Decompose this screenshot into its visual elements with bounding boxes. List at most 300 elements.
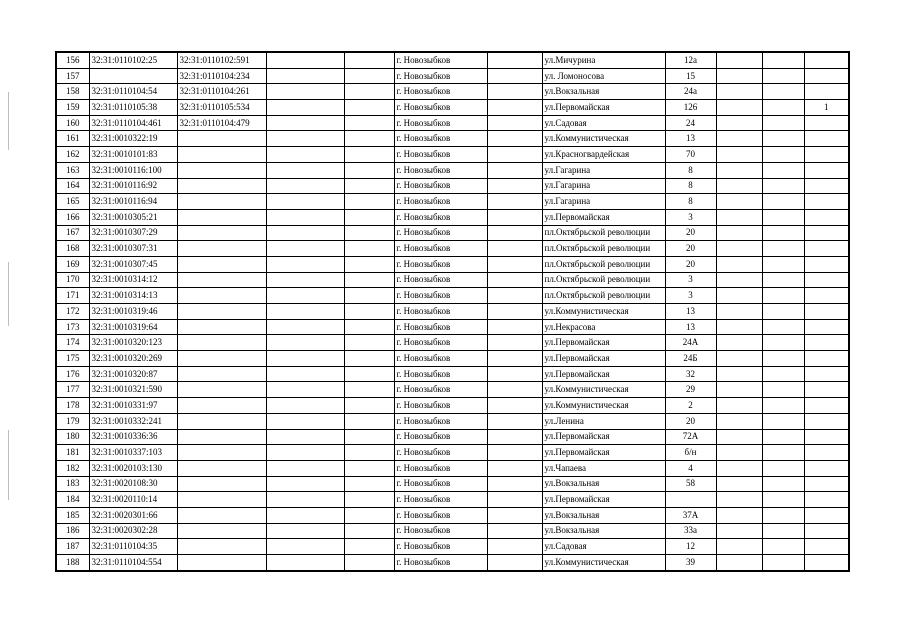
- object-cadastral-number-cell: [177, 382, 266, 398]
- blank-cell: [344, 507, 394, 523]
- blank-cell: [344, 429, 394, 445]
- blank-cell: [344, 194, 394, 210]
- blank-cell: [716, 52, 762, 68]
- blank-cell: [344, 555, 394, 571]
- object-cadastral-number-cell: [177, 194, 266, 210]
- blank-cell: [716, 555, 762, 571]
- house-number-cell: 12: [665, 539, 716, 555]
- row-number-cell: 167: [56, 225, 89, 241]
- land-cadastral-number-cell: 32:31:0010332:241: [89, 413, 177, 429]
- street-cell: ул.Чапаева: [542, 460, 665, 476]
- blank-cell: [762, 225, 804, 241]
- blank-cell: [344, 68, 394, 84]
- blank-cell: [266, 256, 344, 272]
- blank-cell: [266, 539, 344, 555]
- table-row: [56, 382, 849, 398]
- land-cadastral-number-cell: 32:31:0010305:21: [89, 209, 177, 225]
- object-cadastral-number-cell: [177, 429, 266, 445]
- count-cell: [804, 382, 849, 398]
- blank-cell: [487, 115, 542, 131]
- row-number-cell: 163: [56, 162, 89, 178]
- blank-cell: [716, 131, 762, 147]
- blank-cell: [762, 555, 804, 571]
- blank-cell: [266, 225, 344, 241]
- object-cadastral-number-cell: [177, 131, 266, 147]
- land-cadastral-number-cell: 32:31:0010116:92: [89, 178, 177, 194]
- land-cadastral-number-cell: 32:31:0020108:30: [89, 476, 177, 492]
- blank-cell: [762, 304, 804, 320]
- blank-cell: [344, 460, 394, 476]
- blank-cell: [266, 131, 344, 147]
- blank-cell: [344, 492, 394, 508]
- table-row: [56, 100, 849, 116]
- table-row: [56, 84, 849, 100]
- table-row: [56, 209, 849, 225]
- house-number-cell: 20: [665, 256, 716, 272]
- land-cadastral-number-cell: 32:31:0010331:97: [89, 398, 177, 414]
- blank-cell: [266, 319, 344, 335]
- table-row: [56, 460, 849, 476]
- land-cadastral-number-cell: 32:31:0020302:28: [89, 523, 177, 539]
- count-cell: [804, 147, 849, 163]
- row-number-cell: 169: [56, 256, 89, 272]
- count-cell: [804, 52, 849, 68]
- object-cadastral-number-cell: [177, 178, 266, 194]
- land-cadastral-number-cell: 32:31:0020301:66: [89, 507, 177, 523]
- table-row: [56, 413, 849, 429]
- house-number-cell: 8: [665, 194, 716, 210]
- count-cell: [804, 288, 849, 304]
- land-cadastral-number-cell: 32:31:0110104:461: [89, 115, 177, 131]
- street-cell: пл.Октябрьской революции: [542, 241, 665, 257]
- street-cell: ул.Коммунистическая: [542, 398, 665, 414]
- blank-cell: [487, 68, 542, 84]
- blank-cell: [716, 351, 762, 367]
- blank-cell: [762, 288, 804, 304]
- scan-margin-marks: [8, 0, 12, 640]
- blank-cell: [716, 147, 762, 163]
- blank-cell: [487, 398, 542, 414]
- row-number-cell: 184: [56, 492, 89, 508]
- row-number-cell: 160: [56, 115, 89, 131]
- blank-cell: [266, 272, 344, 288]
- city-cell: г. Новозыбков: [394, 272, 487, 288]
- count-cell: [804, 84, 849, 100]
- house-number-cell: 24Б: [665, 351, 716, 367]
- blank-cell: [762, 100, 804, 116]
- blank-cell: [266, 445, 344, 461]
- blank-cell: [762, 398, 804, 414]
- city-cell: г. Новозыбков: [394, 507, 487, 523]
- blank-cell: [716, 68, 762, 84]
- blank-cell: [344, 539, 394, 555]
- street-cell: ул.Коммунистическая: [542, 304, 665, 320]
- object-cadastral-number-cell: [177, 351, 266, 367]
- count-cell: [804, 539, 849, 555]
- city-cell: г. Новозыбков: [394, 241, 487, 257]
- house-number-cell: 58: [665, 476, 716, 492]
- table-row: [56, 366, 849, 382]
- blank-cell: [762, 460, 804, 476]
- blank-cell: [344, 523, 394, 539]
- count-cell: [804, 492, 849, 508]
- blank-cell: [716, 413, 762, 429]
- object-cadastral-number-cell: [177, 539, 266, 555]
- blank-cell: [344, 256, 394, 272]
- house-number-cell: 126: [665, 100, 716, 116]
- blank-cell: [266, 209, 344, 225]
- land-cadastral-number-cell: 32:31:0010319:46: [89, 304, 177, 320]
- blank-cell: [762, 539, 804, 555]
- blank-cell: [487, 492, 542, 508]
- count-cell: [804, 351, 849, 367]
- blank-cell: [266, 100, 344, 116]
- count-cell: [804, 460, 849, 476]
- blank-cell: [487, 460, 542, 476]
- street-cell: пл.Октябрьской революции: [542, 225, 665, 241]
- property-registry-table: [55, 51, 850, 572]
- land-cadastral-number-cell: 32:31:0010336:36: [89, 429, 177, 445]
- house-number-cell: 72А: [665, 429, 716, 445]
- street-cell: ул.Первомайская: [542, 366, 665, 382]
- city-cell: г. Новозыбков: [394, 335, 487, 351]
- table-row: [56, 304, 849, 320]
- count-cell: [804, 178, 849, 194]
- blank-cell: [762, 241, 804, 257]
- object-cadastral-number-cell: [177, 256, 266, 272]
- house-number-cell: 29: [665, 382, 716, 398]
- city-cell: г. Новозыбков: [394, 288, 487, 304]
- blank-cell: [344, 225, 394, 241]
- blank-cell: [266, 162, 344, 178]
- house-number-cell: 13: [665, 131, 716, 147]
- house-number-cell: 24а: [665, 84, 716, 100]
- street-cell: ул.Вокзальная: [542, 507, 665, 523]
- blank-cell: [762, 272, 804, 288]
- row-number-cell: 172: [56, 304, 89, 320]
- blank-cell: [716, 476, 762, 492]
- object-cadastral-number-cell: 32:31:0110104:234: [177, 68, 266, 84]
- object-cadastral-number-cell: [177, 555, 266, 571]
- land-cadastral-number-cell: 32:31:0110104:554: [89, 555, 177, 571]
- row-number-cell: 175: [56, 351, 89, 367]
- blank-cell: [487, 319, 542, 335]
- house-number-cell: [665, 492, 716, 508]
- blank-cell: [487, 100, 542, 116]
- row-number-cell: 157: [56, 68, 89, 84]
- object-cadastral-number-cell: 32:31:0110104:261: [177, 84, 266, 100]
- row-number-cell: 158: [56, 84, 89, 100]
- house-number-cell: 70: [665, 147, 716, 163]
- street-cell: ул.Вокзальная: [542, 84, 665, 100]
- row-number-cell: 166: [56, 209, 89, 225]
- blank-cell: [487, 382, 542, 398]
- registry-body: [56, 52, 849, 571]
- blank-cell: [762, 162, 804, 178]
- object-cadastral-number-cell: [177, 523, 266, 539]
- blank-cell: [344, 351, 394, 367]
- blank-cell: [762, 209, 804, 225]
- house-number-cell: 3: [665, 288, 716, 304]
- blank-cell: [266, 429, 344, 445]
- row-number-cell: 180: [56, 429, 89, 445]
- city-cell: г. Новозыбков: [394, 52, 487, 68]
- count-cell: 1: [804, 100, 849, 116]
- street-cell: пл.Октябрьской революции: [542, 256, 665, 272]
- city-cell: г. Новозыбков: [394, 131, 487, 147]
- row-number-cell: 186: [56, 523, 89, 539]
- street-cell: пл.Октябрьской революции: [542, 288, 665, 304]
- blank-cell: [266, 507, 344, 523]
- city-cell: г. Новозыбков: [394, 429, 487, 445]
- blank-cell: [487, 507, 542, 523]
- house-number-cell: 39: [665, 555, 716, 571]
- table-row: [56, 256, 849, 272]
- city-cell: г. Новозыбков: [394, 523, 487, 539]
- count-cell: [804, 162, 849, 178]
- street-cell: ул.Первомайская: [542, 209, 665, 225]
- blank-cell: [487, 476, 542, 492]
- house-number-cell: 2: [665, 398, 716, 414]
- blank-cell: [487, 84, 542, 100]
- object-cadastral-number-cell: [177, 335, 266, 351]
- object-cadastral-number-cell: [177, 304, 266, 320]
- blank-cell: [266, 241, 344, 257]
- object-cadastral-number-cell: [177, 162, 266, 178]
- blank-cell: [266, 351, 344, 367]
- blank-cell: [344, 52, 394, 68]
- blank-cell: [266, 460, 344, 476]
- blank-cell: [266, 413, 344, 429]
- blank-cell: [344, 84, 394, 100]
- count-cell: [804, 476, 849, 492]
- city-cell: г. Новозыбков: [394, 492, 487, 508]
- city-cell: г. Новозыбков: [394, 147, 487, 163]
- city-cell: г. Новозыбков: [394, 413, 487, 429]
- blank-cell: [762, 147, 804, 163]
- blank-cell: [762, 351, 804, 367]
- table-row: [56, 178, 849, 194]
- blank-cell: [344, 398, 394, 414]
- land-cadastral-number-cell: [89, 68, 177, 84]
- blank-cell: [487, 445, 542, 461]
- blank-cell: [344, 272, 394, 288]
- blank-cell: [762, 507, 804, 523]
- blank-cell: [762, 68, 804, 84]
- table-row: [56, 523, 849, 539]
- house-number-cell: б/н: [665, 445, 716, 461]
- count-cell: [804, 304, 849, 320]
- blank-cell: [716, 445, 762, 461]
- blank-cell: [487, 351, 542, 367]
- table-row: [56, 68, 849, 84]
- street-cell: ул.Гагарина: [542, 162, 665, 178]
- land-cadastral-number-cell: 32:31:0110102:25: [89, 52, 177, 68]
- street-cell: ул.Мичурина: [542, 52, 665, 68]
- blank-cell: [344, 335, 394, 351]
- city-cell: г. Новозыбков: [394, 539, 487, 555]
- row-number-cell: 156: [56, 52, 89, 68]
- blank-cell: [487, 272, 542, 288]
- house-number-cell: 20: [665, 225, 716, 241]
- street-cell: ул.Первомайская: [542, 335, 665, 351]
- blank-cell: [762, 445, 804, 461]
- row-number-cell: 181: [56, 445, 89, 461]
- blank-cell: [487, 178, 542, 194]
- blank-cell: [266, 194, 344, 210]
- land-cadastral-number-cell: 32:31:0010101:83: [89, 147, 177, 163]
- object-cadastral-number-cell: [177, 507, 266, 523]
- land-cadastral-number-cell: 32:31:0010314:13: [89, 288, 177, 304]
- city-cell: г. Новозыбков: [394, 84, 487, 100]
- count-cell: [804, 209, 849, 225]
- count-cell: [804, 68, 849, 84]
- blank-cell: [266, 366, 344, 382]
- blank-cell: [344, 241, 394, 257]
- street-cell: ул.Гагарина: [542, 194, 665, 210]
- row-number-cell: 178: [56, 398, 89, 414]
- table-row: [56, 319, 849, 335]
- blank-cell: [762, 335, 804, 351]
- row-number-cell: 165: [56, 194, 89, 210]
- land-cadastral-number-cell: 32:31:0010314:12: [89, 272, 177, 288]
- blank-cell: [716, 162, 762, 178]
- house-number-cell: 37А: [665, 507, 716, 523]
- house-number-cell: 8: [665, 178, 716, 194]
- street-cell: ул.Первомайская: [542, 351, 665, 367]
- city-cell: г. Новозыбков: [394, 351, 487, 367]
- house-number-cell: 20: [665, 413, 716, 429]
- object-cadastral-number-cell: 32:31:0110102:591: [177, 52, 266, 68]
- blank-cell: [762, 476, 804, 492]
- house-number-cell: 24: [665, 115, 716, 131]
- street-cell: ул.Коммунистическая: [542, 131, 665, 147]
- blank-cell: [344, 100, 394, 116]
- street-cell: ул.Садовая: [542, 539, 665, 555]
- street-cell: ул.Гагарина: [542, 178, 665, 194]
- table-row: [56, 476, 849, 492]
- blank-cell: [487, 147, 542, 163]
- blank-cell: [762, 319, 804, 335]
- land-cadastral-number-cell: 32:31:0010337:103: [89, 445, 177, 461]
- count-cell: [804, 115, 849, 131]
- blank-cell: [716, 288, 762, 304]
- house-number-cell: 3: [665, 272, 716, 288]
- blank-cell: [762, 178, 804, 194]
- land-cadastral-number-cell: 32:31:0020103:130: [89, 460, 177, 476]
- city-cell: г. Новозыбков: [394, 100, 487, 116]
- table-row: [56, 445, 849, 461]
- blank-cell: [762, 413, 804, 429]
- blank-cell: [344, 304, 394, 320]
- count-cell: [804, 194, 849, 210]
- blank-cell: [762, 115, 804, 131]
- object-cadastral-number-cell: [177, 413, 266, 429]
- blank-cell: [344, 366, 394, 382]
- blank-cell: [487, 555, 542, 571]
- blank-cell: [487, 335, 542, 351]
- blank-cell: [487, 225, 542, 241]
- count-cell: [804, 319, 849, 335]
- table-row: [56, 147, 849, 163]
- count-cell: [804, 398, 849, 414]
- table-row: [56, 429, 849, 445]
- blank-cell: [266, 115, 344, 131]
- object-cadastral-number-cell: [177, 241, 266, 257]
- blank-cell: [716, 429, 762, 445]
- blank-cell: [487, 413, 542, 429]
- land-cadastral-number-cell: 32:31:0110105:38: [89, 100, 177, 116]
- land-cadastral-number-cell: 32:31:0010322:19: [89, 131, 177, 147]
- blank-cell: [344, 147, 394, 163]
- blank-cell: [487, 131, 542, 147]
- blank-cell: [266, 555, 344, 571]
- object-cadastral-number-cell: [177, 492, 266, 508]
- blank-cell: [487, 209, 542, 225]
- street-cell: ул.Первомайская: [542, 100, 665, 116]
- blank-cell: [487, 429, 542, 445]
- blank-cell: [266, 178, 344, 194]
- city-cell: г. Новозыбков: [394, 366, 487, 382]
- object-cadastral-number-cell: [177, 398, 266, 414]
- count-cell: [804, 256, 849, 272]
- land-cadastral-number-cell: 32:31:0010320:87: [89, 366, 177, 382]
- blank-cell: [344, 319, 394, 335]
- table-row: [56, 351, 849, 367]
- blank-cell: [487, 52, 542, 68]
- house-number-cell: 15: [665, 68, 716, 84]
- row-number-cell: 176: [56, 366, 89, 382]
- blank-cell: [344, 382, 394, 398]
- blank-cell: [716, 84, 762, 100]
- table-row: [56, 335, 849, 351]
- city-cell: г. Новозыбков: [394, 398, 487, 414]
- object-cadastral-number-cell: 32:31:0110105:534: [177, 100, 266, 116]
- blank-cell: [266, 84, 344, 100]
- object-cadastral-number-cell: [177, 460, 266, 476]
- city-cell: г. Новозыбков: [394, 162, 487, 178]
- street-cell: ул.Садовая: [542, 115, 665, 131]
- blank-cell: [716, 382, 762, 398]
- land-cadastral-number-cell: 32:31:0010321:590: [89, 382, 177, 398]
- blank-cell: [716, 100, 762, 116]
- city-cell: г. Новозыбков: [394, 304, 487, 320]
- land-cadastral-number-cell: 32:31:0010320:269: [89, 351, 177, 367]
- count-cell: [804, 555, 849, 571]
- object-cadastral-number-cell: 32:31:0110104:479: [177, 115, 266, 131]
- blank-cell: [762, 52, 804, 68]
- blank-cell: [716, 115, 762, 131]
- table-row: [56, 492, 849, 508]
- blank-cell: [344, 445, 394, 461]
- city-cell: г. Новозыбков: [394, 68, 487, 84]
- blank-cell: [716, 366, 762, 382]
- blank-cell: [487, 539, 542, 555]
- street-cell: ул.Вокзальная: [542, 476, 665, 492]
- city-cell: г. Новозыбков: [394, 256, 487, 272]
- count-cell: [804, 272, 849, 288]
- city-cell: г. Новозыбков: [394, 460, 487, 476]
- city-cell: г. Новозыбков: [394, 178, 487, 194]
- object-cadastral-number-cell: [177, 209, 266, 225]
- blank-cell: [762, 366, 804, 382]
- land-cadastral-number-cell: 32:31:0010320:123: [89, 335, 177, 351]
- row-number-cell: 187: [56, 539, 89, 555]
- object-cadastral-number-cell: [177, 445, 266, 461]
- city-cell: г. Новозыбков: [394, 476, 487, 492]
- table-row: [56, 131, 849, 147]
- blank-cell: [266, 288, 344, 304]
